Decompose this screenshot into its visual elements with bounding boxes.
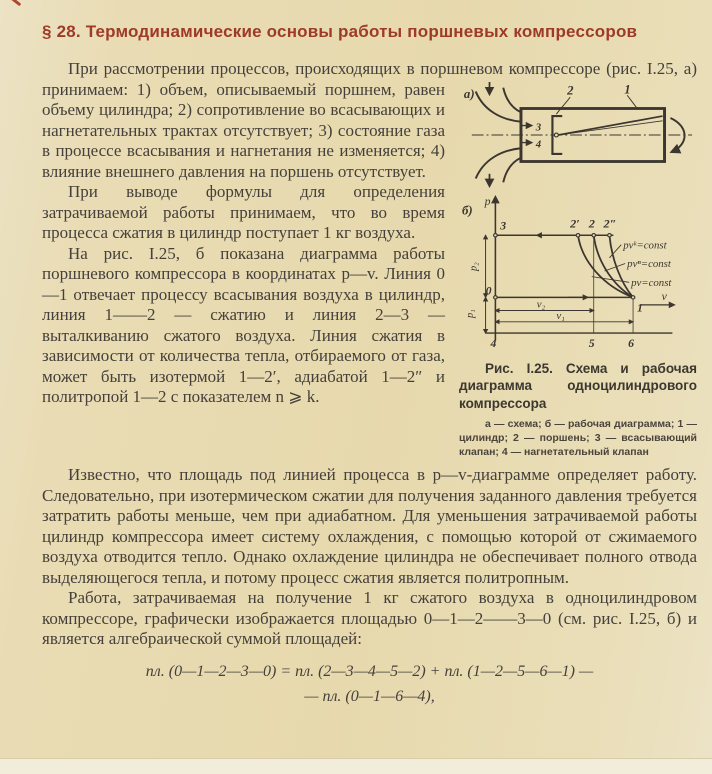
point-4: 4 [490,337,497,350]
point-2-prime: 2′ [570,216,580,231]
polytrope-equation: pvⁿ=const [627,258,671,270]
area-equation-line-2: — пл. (0—1—6—4), [304,687,435,705]
compressor-schematic [460,82,696,188]
p1-label: p₁ [464,308,476,318]
figure-caption-text: Схема и рабочая диаграмма одноцилиндрового компрессора [459,360,697,411]
adiabat-equation: pvᵏ=const [623,240,667,251]
area-equation-line-1: пл. (0—1—2—3—0) = пл. (2—3—4—5—2) + пл. (1—2—5—6—1) — [145,662,594,680]
page-edge-bottom [0,758,712,774]
point-2-dblprime: 2″ [603,216,617,231]
figure-legend: а — схема; б — рабочая диаграмма; 1 — цилиндр; 2 — поршень; 3 — всасывающий клапан; 4 — нагнетательный клапан [459,418,697,458]
figure-caption-number: Рис. I.25. [485,360,553,376]
v1-label: v₁ [556,310,565,322]
discharge-outlet-horn [476,148,521,186]
connecting-rod-lower [558,120,662,134]
paragraph-4: Известно, что площадь под линией процесса в p—v-диаграмме определяет работу. Следовательно, при изотермическом сжатии для получения заданного давления требуется затратить работы меньше, чем при адиабатном. Для уменьшения затрачиваемой работы цилиндр компрессора имеет систему охлаждения, с помощью которой от сжимаемого воздуха отводится тепло. Однако охлаждение цилиндра не обеспечивает полного отвода выделяющегося тепла, и потому процесс сжатия является политропным. [42,465,697,587]
schematic-label: а) [463,86,475,101]
point-6: 6 [628,337,635,350]
paragraph-5: Работа, затрачиваемая на получение 1 кг сжатого воздуха в одноцилиндровом компрессоре, графически изображается площадью 0—1—2——3—0 (см. рис. I.25, б) и является алгебраической суммой площадей: [42,588,697,648]
paragraph-1-rest: объему цилиндра; 2) сопротивление во всасывающих и нагнетательных трактах отсутствует; 3) состояние газа в процессе всасывания и нагнетания не изменяется; 4) влияние внешнего давления на поршень отсутствует. [42,100,445,181]
label-leader-piston [556,97,570,114]
diagram-label: б) [461,203,473,218]
paragraph-3: На рис. I.25, б показана диаграмма работы поршневого компрессора в координатах p—v. Линия 0—1 отвечает процессу всасывания воздуха в цилиндр, линия 1——2 — сжатию и линия 2—3 — выталкиванию сжатого воздуха. Линия сжатия в зависимости от количества тепла, отбираемого от газа, может быть изотермой 1—2′, адиабатой 1—2″ и политропой 1—2 с показателем n ⩾ k. [42,243,445,406]
p2-label: p₂ [468,261,480,271]
pv-diagram [460,192,696,350]
piston-number: 2 [567,83,574,97]
area-equation [42,663,697,706]
piston-pivot [554,133,558,137]
cylinder-number: 1 [624,82,631,96]
suction-valve-number: 3 [535,121,542,133]
point-5: 5 [588,337,595,350]
v2-label: v₂ [536,299,546,311]
discharge-valve-number: 4 [535,138,542,150]
point-1: 1 [637,302,643,314]
suction-inlet-horn [476,82,521,122]
figure-caption [459,360,697,413]
point-2: 2 [588,216,595,231]
paragraph-1-lead: При рассмотрении процессов, происходящих в поршневом компрессоре (рис. I.25, а) принимаем: 1) объем, описываемый поршнем, равен [42,59,697,99]
state-points [494,233,635,298]
connecting-rod [558,116,662,135]
v-axis-label: v [661,290,667,303]
isotherm-equation: pv=const [631,277,672,289]
section-heading: § 28. Термодинамические основы работы поршневых компрессоров [42,22,638,41]
p-axis-label: p [484,195,491,208]
figure-I-25 [459,82,697,460]
point-0: 0 [485,285,492,297]
paragraph-2: При выводе формулы для определения затрачиваемой работы принимаем, что во время процесса сжатия в цилиндр поступает 1 кг воздуха. [42,182,445,242]
point-3: 3 [500,220,507,233]
scan-corner-mark [8,0,22,6]
